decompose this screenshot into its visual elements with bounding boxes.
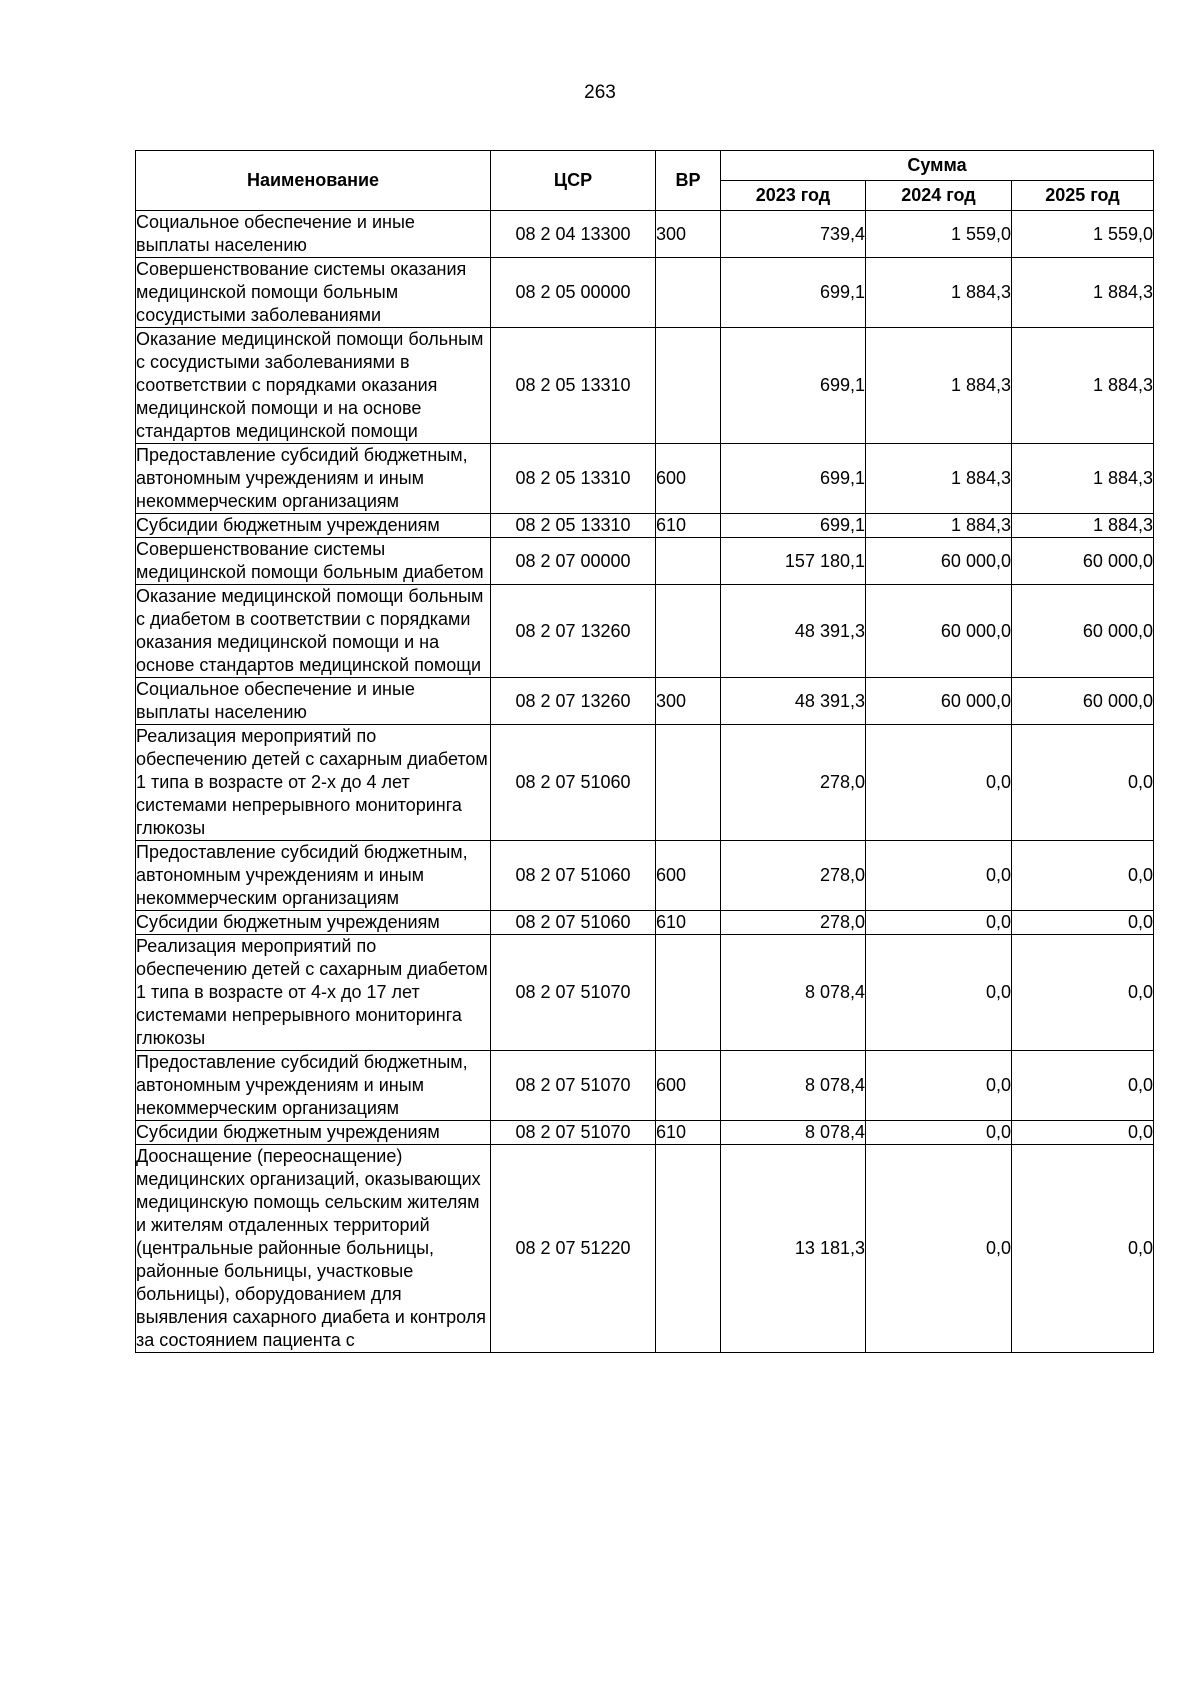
row-csr: 08 2 07 13260 [491, 678, 656, 725]
table-row [136, 1121, 1154, 1145]
row-sum-2025: 0,0 [1012, 1121, 1154, 1145]
row-sum-2023: 13 181,3 [721, 1145, 866, 1353]
table-row [136, 514, 1154, 538]
row-sum-2025: 0,0 [1012, 1145, 1154, 1353]
row-sum-2023: 278,0 [721, 725, 866, 841]
row-csr: 08 2 07 00000 [491, 538, 656, 585]
row-sum-2024: 0,0 [866, 911, 1012, 935]
table-row [136, 258, 1154, 328]
table-header [136, 151, 1154, 211]
table-row [136, 911, 1154, 935]
row-vr: 600 [656, 1051, 721, 1121]
row-csr: 08 2 07 51060 [491, 725, 656, 841]
row-sum-2024: 1 884,3 [866, 444, 1012, 514]
row-name: Совершенствование системы оказания медицинской помощи больным сосудистыми заболеваниями [136, 258, 491, 328]
table-row [136, 585, 1154, 678]
row-sum-2025: 0,0 [1012, 725, 1154, 841]
row-name: Дооснащение (переоснащение) медицинских организаций, оказывающих медицинскую помощь сельским жителям и жителям отдаленных территорий (центральные районные больницы, районные больницы, участковые больницы), оборудованием для выявления сахарного диабета и контроля за состоянием пациента с [136, 1145, 491, 1353]
row-csr: 08 2 07 51070 [491, 935, 656, 1051]
row-vr: 600 [656, 444, 721, 514]
table-row [136, 538, 1154, 585]
row-sum-2025: 60 000,0 [1012, 538, 1154, 585]
row-vr [656, 328, 721, 444]
row-sum-2024: 0,0 [866, 1145, 1012, 1353]
row-name: Оказание медицинской помощи больным с сосудистыми заболеваниями в соответствии с порядками оказания медицинской помощи и на основе стандартов медицинской помощи [136, 328, 491, 444]
table-row [136, 935, 1154, 1051]
row-csr: 08 2 07 51060 [491, 841, 656, 911]
row-csr: 08 2 05 13310 [491, 328, 656, 444]
row-sum-2023: 48 391,3 [721, 678, 866, 725]
table-row [136, 444, 1154, 514]
row-sum-2024: 0,0 [866, 1121, 1012, 1145]
row-sum-2025: 1 884,3 [1012, 444, 1154, 514]
header-sum: Сумма [721, 151, 1154, 181]
row-name: Реализация мероприятий по обеспечению детей с сахарным диабетом 1 типа в возрасте от 2-х до 4 лет системами непрерывного мониторинга глюкозы [136, 725, 491, 841]
row-name: Оказание медицинской помощи больным с диабетом в соответствии с порядками оказания медицинской помощи и на основе стандартов медицинской помощи [136, 585, 491, 678]
row-sum-2023: 8 078,4 [721, 1121, 866, 1145]
row-sum-2024: 0,0 [866, 935, 1012, 1051]
row-sum-2023: 48 391,3 [721, 585, 866, 678]
row-vr [656, 258, 721, 328]
row-csr: 08 2 04 13300 [491, 211, 656, 258]
row-name: Предоставление субсидий бюджетным, автономным учреждениям и иным некоммерческим организациям [136, 444, 491, 514]
row-sum-2023: 699,1 [721, 328, 866, 444]
row-sum-2024: 0,0 [866, 841, 1012, 911]
row-sum-2025: 60 000,0 [1012, 678, 1154, 725]
row-sum-2024: 0,0 [866, 725, 1012, 841]
row-name: Предоставление субсидий бюджетным, автономным учреждениям и иным некоммерческим организациям [136, 841, 491, 911]
row-name: Субсидии бюджетным учреждениям [136, 514, 491, 538]
row-vr: 610 [656, 514, 721, 538]
row-sum-2025: 0,0 [1012, 841, 1154, 911]
table-row [136, 1145, 1154, 1353]
row-sum-2025: 0,0 [1012, 1051, 1154, 1121]
row-sum-2024: 1 884,3 [866, 514, 1012, 538]
table-row [136, 841, 1154, 911]
row-csr: 08 2 07 51070 [491, 1051, 656, 1121]
row-vr: 610 [656, 911, 721, 935]
table-row [136, 328, 1154, 444]
row-csr: 08 2 07 13260 [491, 585, 656, 678]
row-sum-2025: 1 884,3 [1012, 258, 1154, 328]
row-sum-2023: 157 180,1 [721, 538, 866, 585]
row-sum-2024: 60 000,0 [866, 538, 1012, 585]
row-sum-2025: 1 884,3 [1012, 328, 1154, 444]
row-sum-2023: 8 078,4 [721, 1051, 866, 1121]
row-csr: 08 2 07 51220 [491, 1145, 656, 1353]
table-row [136, 211, 1154, 258]
row-csr: 08 2 05 13310 [491, 514, 656, 538]
row-vr: 600 [656, 841, 721, 911]
row-name: Субсидии бюджетным учреждениям [136, 911, 491, 935]
row-sum-2024: 60 000,0 [866, 585, 1012, 678]
table-row [136, 1051, 1154, 1121]
header-name: Наименование [136, 151, 491, 211]
row-sum-2025: 60 000,0 [1012, 585, 1154, 678]
page-number: 263 [584, 82, 616, 103]
header-csr: ЦСР [491, 151, 656, 211]
row-name: Реализация мероприятий по обеспечению детей с сахарным диабетом 1 типа в возрасте от 4-х до 17 лет системами непрерывного мониторинга глюкозы [136, 935, 491, 1051]
row-sum-2023: 739,4 [721, 211, 866, 258]
budget-table [135, 150, 1154, 1353]
row-sum-2025: 0,0 [1012, 935, 1154, 1051]
row-sum-2024: 0,0 [866, 1051, 1012, 1121]
row-csr: 08 2 05 13310 [491, 444, 656, 514]
table-row [136, 725, 1154, 841]
header-year-2024: 2024 год [866, 181, 1012, 211]
row-sum-2024: 1 884,3 [866, 258, 1012, 328]
row-name: Субсидии бюджетным учреждениям [136, 1121, 491, 1145]
row-vr: 300 [656, 211, 721, 258]
row-vr [656, 585, 721, 678]
row-sum-2025: 1 559,0 [1012, 211, 1154, 258]
header-year-2025: 2025 год [1012, 181, 1154, 211]
row-sum-2023: 699,1 [721, 258, 866, 328]
row-vr: 300 [656, 678, 721, 725]
row-name: Совершенствование системы медицинской помощи больным диабетом [136, 538, 491, 585]
row-sum-2024: 60 000,0 [866, 678, 1012, 725]
row-vr [656, 725, 721, 841]
row-name: Социальное обеспечение и иные выплаты населению [136, 211, 491, 258]
row-csr: 08 2 05 00000 [491, 258, 656, 328]
row-name: Предоставление субсидий бюджетным, автономным учреждениям и иным некоммерческим организациям [136, 1051, 491, 1121]
header-vr: ВР [656, 151, 721, 211]
header-year-2023: 2023 год [721, 181, 866, 211]
table-row [136, 678, 1154, 725]
row-sum-2023: 8 078,4 [721, 935, 866, 1051]
row-sum-2025: 1 884,3 [1012, 514, 1154, 538]
row-name: Социальное обеспечение и иные выплаты населению [136, 678, 491, 725]
row-sum-2024: 1 559,0 [866, 211, 1012, 258]
row-vr [656, 1145, 721, 1353]
row-sum-2023: 278,0 [721, 911, 866, 935]
row-vr [656, 935, 721, 1051]
row-sum-2023: 278,0 [721, 841, 866, 911]
row-vr: 610 [656, 1121, 721, 1145]
row-vr [656, 538, 721, 585]
row-sum-2023: 699,1 [721, 514, 866, 538]
row-csr: 08 2 07 51060 [491, 911, 656, 935]
row-sum-2023: 699,1 [721, 444, 866, 514]
row-csr: 08 2 07 51070 [491, 1121, 656, 1145]
row-sum-2024: 1 884,3 [866, 328, 1012, 444]
row-sum-2025: 0,0 [1012, 911, 1154, 935]
